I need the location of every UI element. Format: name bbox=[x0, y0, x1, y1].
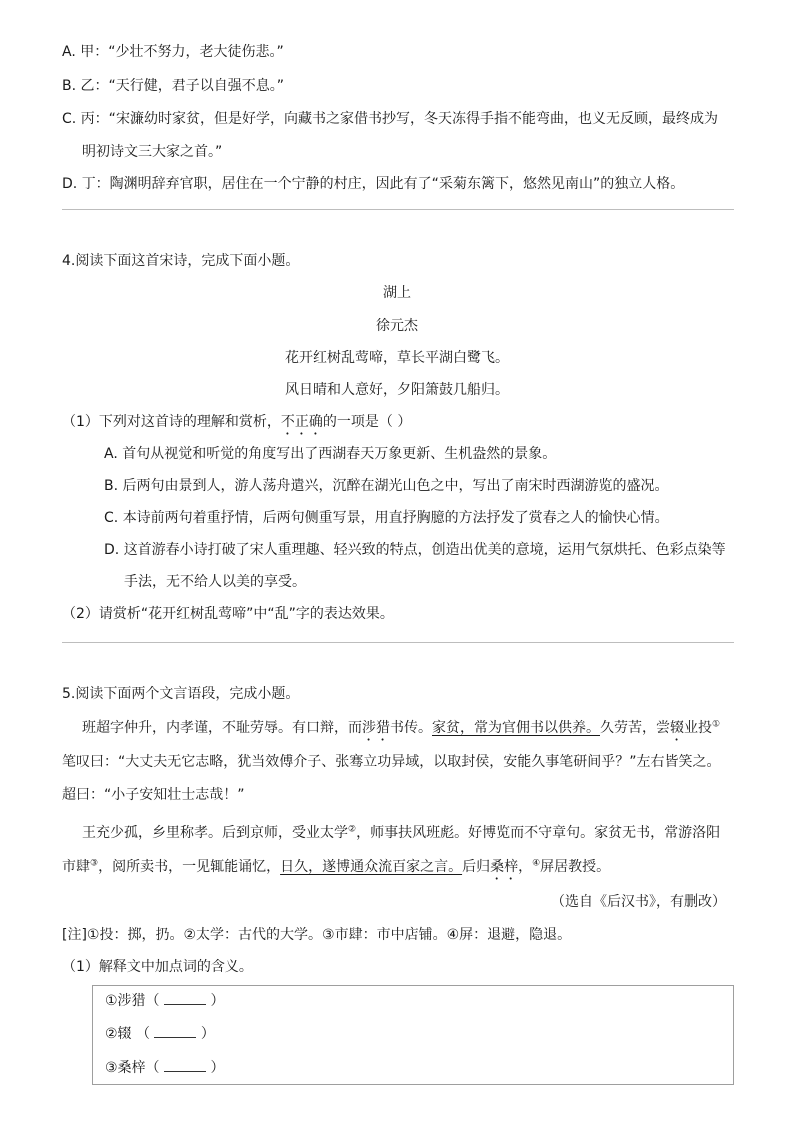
passage-1-line: 笔叹曰：“大丈夫无它志略，犹当效傅介子、张骞立功异域，以取封侯，安能久事笔研间乎？”左右皆笑之。 bbox=[62, 754, 721, 770]
annotation-note: [注]①投：掷，扔。②太学：古代的大学。③市肆：市中店铺。④屏：退避，隐退。 bbox=[62, 927, 572, 943]
option-d: D. 丁：陶渊明辞弃官职，居住在一个宁静的村庄，因此有了“采菊东篱下，悠然见南山”的独立人格。 bbox=[62, 176, 685, 192]
poem-title: 湖上 bbox=[383, 285, 411, 301]
poem-line: 花开红树乱莺啼，草长平湖白鹭飞。 bbox=[285, 350, 509, 366]
poem-author: 徐元杰 bbox=[376, 318, 418, 334]
passage-source: （选自《后汉书》，有删改） bbox=[551, 894, 726, 910]
divider bbox=[62, 209, 734, 210]
answer-blank[interactable] bbox=[164, 1057, 206, 1072]
passage-2-line: 王充少孤，乡里称孝。后到京师，受业太学②，师事扶风班彪。好博览而不守章句。家贫无书，常游洛阳 bbox=[82, 824, 721, 841]
option-c-cont: 明初诗文三大家之首。” bbox=[82, 144, 223, 160]
option-a: A. 甲：“少壮不努力，老大徒伤悲。” bbox=[62, 44, 284, 60]
option-b: B. 乙：“天行健，君子以自强不息。” bbox=[62, 78, 285, 94]
poem-line: 风日晴和人意好，夕阳箫鼓几船归。 bbox=[285, 382, 509, 398]
option-c: C. 丙：“宋濂幼时家贫，但是好学，向藏书之家借书抄写，冬天冻得手指不能弯曲，也义无反顾，最终成为 bbox=[62, 111, 718, 127]
sub-question-1: （1）下列对这首诗的理解和赏析，不正确的一项是（ ） bbox=[62, 414, 412, 430]
option-b: B. 后两句由景到人，游人荡舟遣兴，沉醉在湖光山色之中，写出了南宋时西湖游览的盛况。 bbox=[104, 478, 669, 494]
fill-item: ②辍 （ ） bbox=[105, 1023, 215, 1044]
sub-question-2: （2）请赏析“花开红树乱莺啼”中“乱”字的表达效果。 bbox=[62, 606, 394, 622]
question-5-prompt: 5.阅读下面两个文言语段，完成小题。 bbox=[62, 686, 300, 702]
option-a: A. 首句从视觉和听觉的角度写出了西湖春天万象更新、生机盎然的景象。 bbox=[104, 446, 557, 462]
answer-blank[interactable] bbox=[164, 990, 206, 1005]
question-4-prompt: 4.阅读下面这首宋诗，完成下面小题。 bbox=[62, 253, 300, 269]
option-c: C. 本诗前两句着重抒情，后两句侧重写景，用直抒胸臆的方法抒发了赏春之人的愉快心情。 bbox=[104, 510, 669, 526]
answer-blank[interactable] bbox=[154, 1023, 196, 1038]
option-d-cont: 手法，无不给人以美的享受。 bbox=[124, 574, 306, 590]
passage-1-line: 超曰：“小子安知壮士志哉！” bbox=[62, 787, 245, 803]
divider bbox=[62, 642, 734, 643]
option-d: D. 这首游春小诗打破了宋人重理趣、轻兴致的特点，创造出优美的意境，运用气氛烘托、色彩点染等 bbox=[104, 542, 726, 558]
passage-1-line: 班超字仲升，内孝谨，不耻劳辱。有口辩，而涉猎书传。家贫，常为官佣书以供养。久劳苦，尝辍业投① bbox=[82, 719, 721, 736]
passage-2-line: 市肆③，阅所卖书，一见辄能诵忆，日久，遂博通众流百家之言。后归桑梓，④屏居教授。 bbox=[62, 858, 611, 875]
fill-item: ①涉猎（ ） bbox=[105, 990, 224, 1011]
sub-question-1: （1）解释文中加点词的含义。 bbox=[62, 959, 253, 975]
fill-item: ③桑梓（ ） bbox=[105, 1057, 224, 1078]
